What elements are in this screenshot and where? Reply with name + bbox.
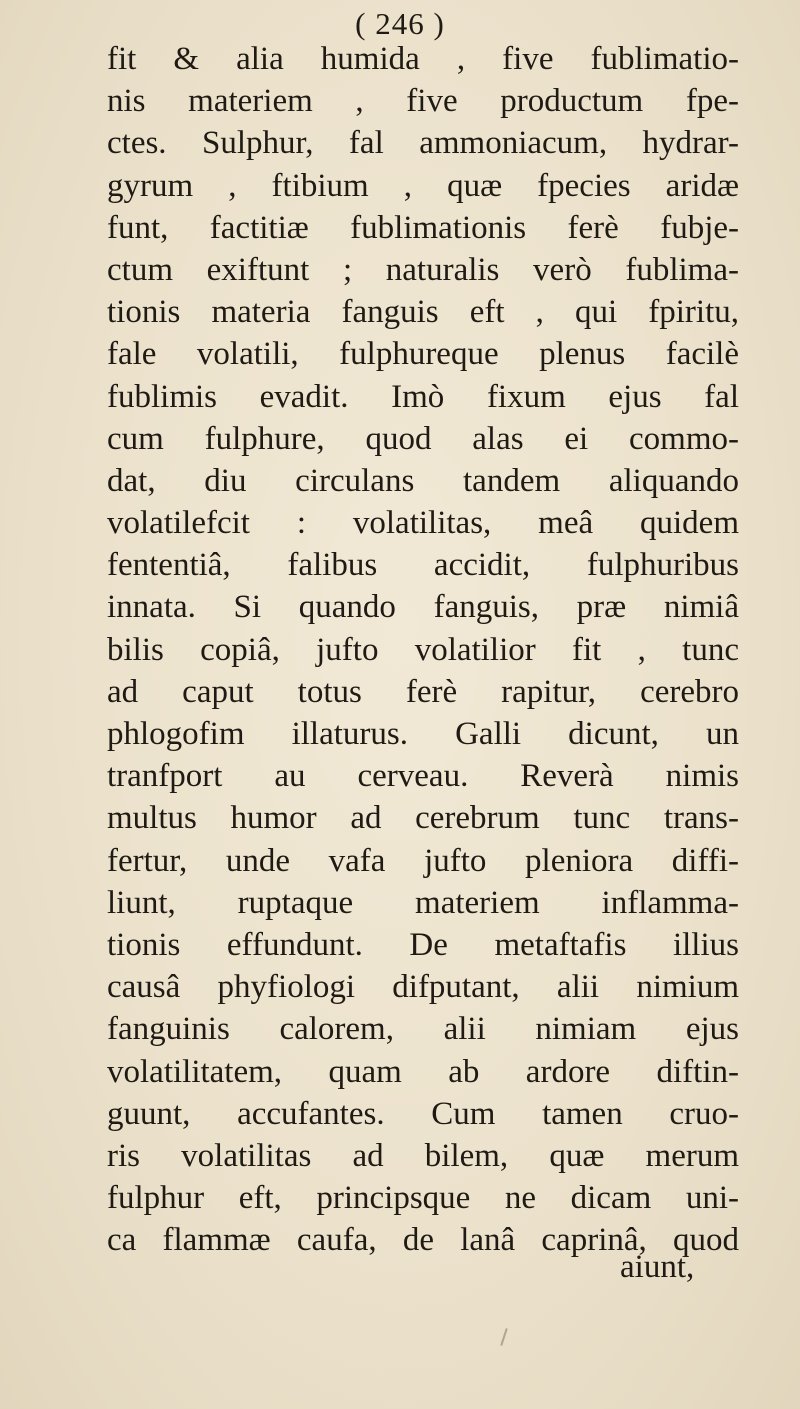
page-number: ( 246 ) — [355, 6, 445, 41]
text-line: volatilitatem, quam ab ardore diftin- — [107, 1053, 739, 1090]
text-line: innata. Si quando fanguis, præ nimiâ — [107, 589, 739, 626]
text-line: ad caput totus ferè rapitur, cerebro — [107, 673, 739, 710]
text-line: cum fulphure, quod alas ei commo- — [107, 420, 739, 457]
text-line: fale volatili, fulphureque plenus facilè — [107, 336, 739, 373]
text-line: causâ phyfiologi difputant, alii nimium — [107, 969, 739, 1006]
text-line: liunt, ruptaque materiem inflamma- — [107, 884, 739, 921]
text-line: multus humor ad cerebrum tunc trans- — [107, 800, 739, 837]
text-line: funt, factitiæ fublimationis ferè fubje- — [107, 209, 739, 246]
catchword: aiunt, — [620, 1249, 695, 1285]
text-line: nis materiem , five productum fpe- — [107, 83, 739, 120]
text-line: tionis effundunt. De metaftafis illius — [107, 926, 739, 963]
text-line: fulphur eft, principsque ne dicam uni- — [107, 1180, 739, 1217]
text-line: fit & alia humida , five fublimatio- — [107, 41, 739, 77]
text-line: ctum exiftunt ; naturalis verò fublima- — [107, 251, 739, 288]
text-line: ca flammæ caufa, de lanâ caprinâ, quod — [107, 1222, 739, 1259]
text-line: phlogofim illaturus. Galli dicunt, un — [107, 716, 739, 752]
text-line: bilis copiâ, jufto volatilior fit , tunc — [107, 631, 739, 668]
text-line: gyrum , ftibium , quæ fpecies aridæ — [107, 167, 739, 204]
text-line: ris volatilitas ad bilem, quæ merum — [107, 1137, 739, 1174]
text-line: tionis materia fanguis eft , qui fpiritu, — [107, 294, 739, 331]
text-line: guunt, accufantes. Cum tamen cruo- — [107, 1095, 739, 1132]
text-line: volatilefcit : volatilitas, meâ quidem — [107, 505, 739, 542]
text-line: fublimis evadit. Imò fixum ejus fal — [107, 378, 739, 415]
text-line: ctes. Sulphur, fal ammoniacum, hydrar- — [107, 125, 739, 162]
text-line: dat, diu circulans tandem aliquando — [107, 462, 739, 499]
text-line: fertur, unde vafa jufto pleniora diffi- — [107, 842, 739, 879]
body-text — [107, 38, 739, 1261]
text-line: tranfport au cerveau. Reverà nimis — [107, 758, 739, 795]
ink-mark — [500, 1328, 507, 1346]
text-line: fanguinis calorem, alii nimiam ejus — [107, 1011, 739, 1048]
text-line: fententiâ, falibus accidit, fulphuribus — [107, 547, 739, 584]
